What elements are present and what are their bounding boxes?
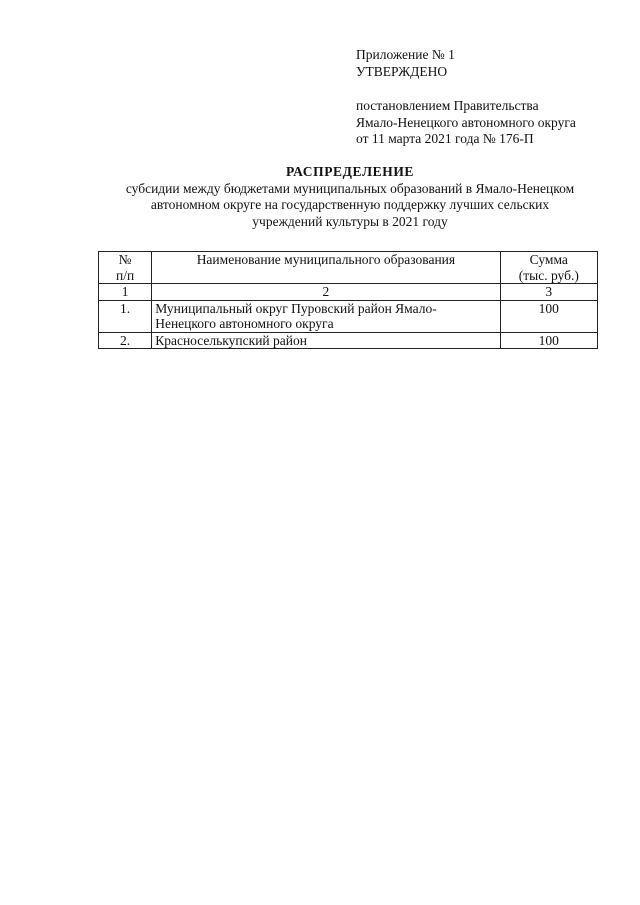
document-subtitle-line-1: субсидии между бюджетами муниципальных образований в Ямало-Ненецком xyxy=(125,180,575,196)
table-row xyxy=(99,332,598,349)
document-subtitle-line-2: автономном округе на государственную поддержку лучших сельских xyxy=(150,197,550,212)
header-sum-line-1: Сумма xyxy=(529,252,568,267)
document-subtitle-line-3: учреждений культуры в 2021 году xyxy=(252,213,448,229)
decree-line-2: Ямало-Ненецкого автономного округа xyxy=(356,114,576,130)
approval-block xyxy=(356,47,576,148)
column-number-2: 2 xyxy=(152,284,500,301)
row-name: Красноселькупский район xyxy=(152,332,500,349)
approved-label: УТВЕРЖДЕНО xyxy=(356,63,448,79)
column-number-1: 1 xyxy=(99,284,152,301)
header-sum-line-2: (тыс. руб.) xyxy=(518,267,579,283)
column-number-3: 3 xyxy=(500,284,597,301)
row-number: 2. xyxy=(99,332,152,349)
row-name-line-2: Ненецкого автономного округа xyxy=(155,316,334,331)
row-name-line-1: Муниципальный округ Пуровский район Ямало- xyxy=(155,300,437,316)
appendix-label: Приложение № 1 xyxy=(356,47,455,62)
decree-line-1: постановлением Правительства xyxy=(356,98,539,113)
document-title: РАСПРЕДЕЛЕНИЕ xyxy=(285,164,415,179)
document-heading xyxy=(60,164,640,230)
header-name: Наименование муниципального образования xyxy=(152,252,500,284)
row-sum: 100 xyxy=(500,300,597,332)
header-number xyxy=(99,252,152,284)
table-row xyxy=(99,300,598,332)
row-sum: 100 xyxy=(500,332,597,349)
header-sum xyxy=(500,252,597,284)
table-header-row xyxy=(99,252,598,284)
spacer xyxy=(356,80,576,98)
decree-line-3: от 11 марта 2021 года № 176-П xyxy=(356,131,534,146)
column-number-row xyxy=(99,284,598,301)
header-number-line-2: п/п xyxy=(116,267,135,283)
row-name xyxy=(152,300,500,332)
row-number: 1. xyxy=(99,300,152,332)
distribution-table xyxy=(98,251,598,349)
header-number-line-1: № xyxy=(118,252,132,267)
